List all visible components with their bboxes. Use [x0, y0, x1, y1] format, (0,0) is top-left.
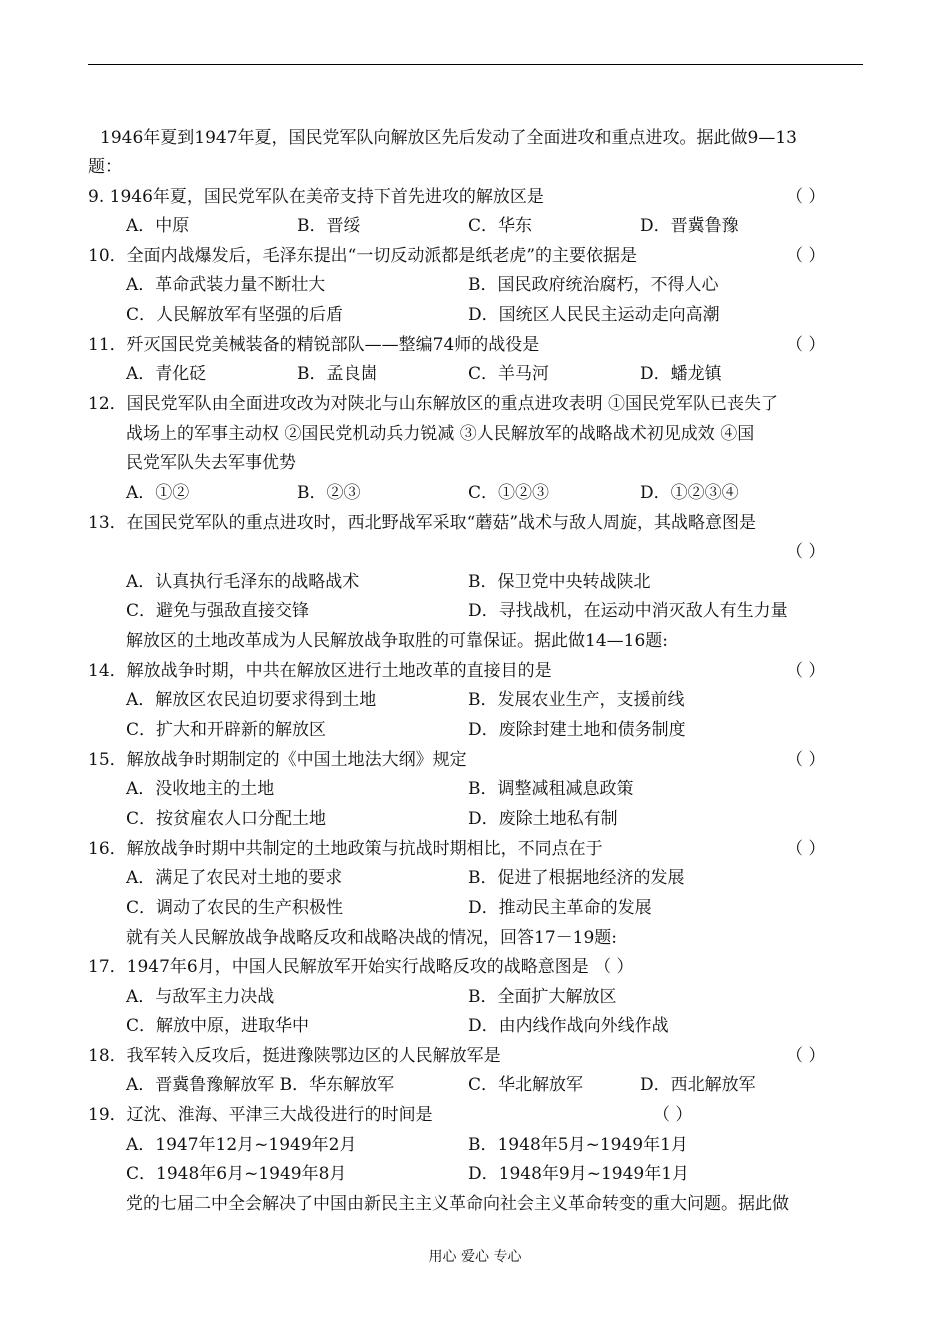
section-intro-14-16: 解放区的土地改革成为人民解放战争取胜的可靠保证。据此做14—16题: [126, 631, 668, 651]
answer-bracket: （ ） [786, 246, 826, 266]
question-17-option-b: B．全面扩大解放区 [468, 987, 617, 1007]
question-12-stem-cont: 民党军队失去军事优势 [126, 453, 296, 473]
question-11-option-d: D．蟠龙镇 [640, 364, 722, 384]
question-19-option-c: C．1948年6月~1949年8月 [126, 1164, 347, 1184]
section-intro-9-13-cont: 题： [88, 157, 122, 177]
question-13-option-d: D．寻找战机，在运动中消灭敌人有生力量 [468, 601, 788, 621]
question-15-option-a: A．没收地主的土地 [126, 779, 275, 799]
question-16-option-a: A．满足了农民对土地的要求 [126, 868, 343, 888]
question-10-option-b: B．国民政府统治腐朽，不得人心 [468, 275, 719, 295]
answer-bracket: （ ） [786, 1046, 826, 1066]
question-14-stem: 14．解放战争时期，中共在解放区进行土地改革的直接目的是 [88, 661, 552, 681]
question-16-option-b: B．促进了根据地经济的发展 [468, 868, 685, 888]
header-rule [88, 64, 863, 65]
question-18-option-a-b: A．晋冀鲁豫解放军 B．华东解放军 [126, 1075, 395, 1095]
question-12-option-b: B．②③ [297, 483, 361, 503]
question-9-stem: 9. 1946年夏，国民党军队在美帝支持下首先进攻的解放区是 [88, 187, 544, 207]
section-intro-17-19: 就有关人民解放战争战略反攻和战略决战的情况，回答17－19题: [126, 928, 617, 948]
section-intro-9-13: 1946年夏到1947年夏，国民党军队向解放区先后发动了全面进攻和重点进攻。据此做9—13 [100, 128, 797, 148]
question-16-stem: 16．解放战争时期中共制定的土地政策与抗战时期相比，不同点在于 [88, 839, 603, 859]
question-12-stem: 12．国民党军队由全面进攻改为对陕北与山东解放区的重点进攻表明 ①国民党军队已丧失了 [88, 394, 779, 414]
question-12-stem-cont: 战场上的军事主动权 ②国民党机动兵力锐减 ③人民解放军的战略战术初见成效 ④国 [126, 424, 755, 444]
question-14-option-d: D．废除封建土地和债务制度 [468, 720, 686, 740]
question-13-option-b: B．保卫党中央转战陕北 [468, 572, 651, 592]
question-12-option-c: C．①②③ [468, 483, 550, 503]
question-18-option-d: D．西北解放军 [640, 1075, 756, 1095]
question-19-option-a: A．1947年12月~1949年2月 [126, 1135, 357, 1155]
question-16-option-d: D．推动民主革命的发展 [468, 898, 652, 918]
question-11-option-a: A．青化砭 [126, 364, 207, 384]
question-10-option-a: A．革命武装力量不断壮大 [126, 275, 326, 295]
question-14-option-b: B．发展农业生产，支援前线 [468, 690, 685, 710]
question-17-stem: 17．1947年6月，中国人民解放军开始实行战略反攻的战略意图是 （ ） [88, 957, 634, 977]
question-19-stem: 19．辽沈、淮海、平津三大战役进行的时间是 [88, 1105, 433, 1125]
question-13-stem: 13．在国民党军队的重点进攻时，西北野战军采取“蘑菇”战术与敌人周旋，其战略意图是 [88, 513, 757, 533]
question-9-option-c: C．华东 [468, 216, 533, 236]
question-17-option-d: D．由内线作战向外线作战 [468, 1016, 669, 1036]
question-9-option-b: B．晋绥 [297, 216, 361, 236]
question-15-option-d: D．废除土地私有制 [468, 809, 618, 829]
question-19-option-d: D．1948年9月~1949年1月 [468, 1164, 690, 1184]
question-12-option-d: D．①②③④ [640, 483, 739, 503]
answer-bracket: （ ） [653, 1105, 693, 1125]
question-13-option-a: A．认真执行毛泽东的战略战术 [126, 572, 360, 592]
question-13-option-c: C．避免与强敌直接交锋 [126, 601, 310, 621]
question-15-option-c: C．按贫雇农人口分配土地 [126, 809, 327, 829]
answer-bracket: （ ） [786, 187, 826, 207]
question-15-option-b: B．调整减租减息政策 [468, 779, 634, 799]
question-14-option-a: A．解放区农民迫切要求得到土地 [126, 690, 377, 710]
question-19-option-b: B．1948年5月~1949年1月 [468, 1135, 688, 1155]
answer-bracket: （ ） [786, 661, 826, 681]
question-17-option-a: A．与敌军主力决战 [126, 987, 275, 1007]
question-9-option-d: D．晋冀鲁豫 [640, 216, 739, 236]
page-footer: 用心 爱心 专心 [428, 1249, 522, 1265]
question-16-option-c: C．调动了农民的生产积极性 [126, 898, 344, 918]
question-18-option-c: C．华北解放军 [468, 1075, 584, 1095]
question-11-option-b: B．孟良崮 [297, 364, 378, 384]
question-10-option-d: D．国统区人民民主运动走向高潮 [468, 305, 720, 325]
question-14-option-c: C．扩大和开辟新的解放区 [126, 720, 327, 740]
answer-bracket: （ ） [786, 750, 826, 770]
question-15-stem: 15．解放战争时期制定的《中国土地法大纲》规定 [88, 750, 467, 770]
question-17-option-c: C．解放中原，进取华中 [126, 1016, 310, 1036]
question-11-stem: 11．歼灭国民党美械装备的精锐部队——整编74师的战役是 [88, 335, 540, 355]
answer-bracket: （ ） [786, 542, 826, 562]
question-12-option-a: A．①② [126, 483, 190, 503]
question-9-option-a: A．中原 [126, 216, 190, 236]
question-18-stem: 18．我军转入反攻后，挺进豫陕鄂边区的人民解放军是 [88, 1046, 501, 1066]
section-intro-next: 党的七届二中全会解决了中国由新民主主义革命向社会主义革命转变的重大问题。据此做 [126, 1194, 789, 1214]
question-10-stem: 10．全面内战爆发后，毛泽东提出“一切反动派都是纸老虎”的主要依据是 [88, 246, 638, 266]
question-11-option-c: C．羊马河 [468, 364, 550, 384]
question-10-option-c: C．人民解放军有坚强的后盾 [126, 305, 344, 325]
answer-bracket: （ ） [786, 335, 826, 355]
answer-bracket: （ ） [786, 839, 826, 859]
